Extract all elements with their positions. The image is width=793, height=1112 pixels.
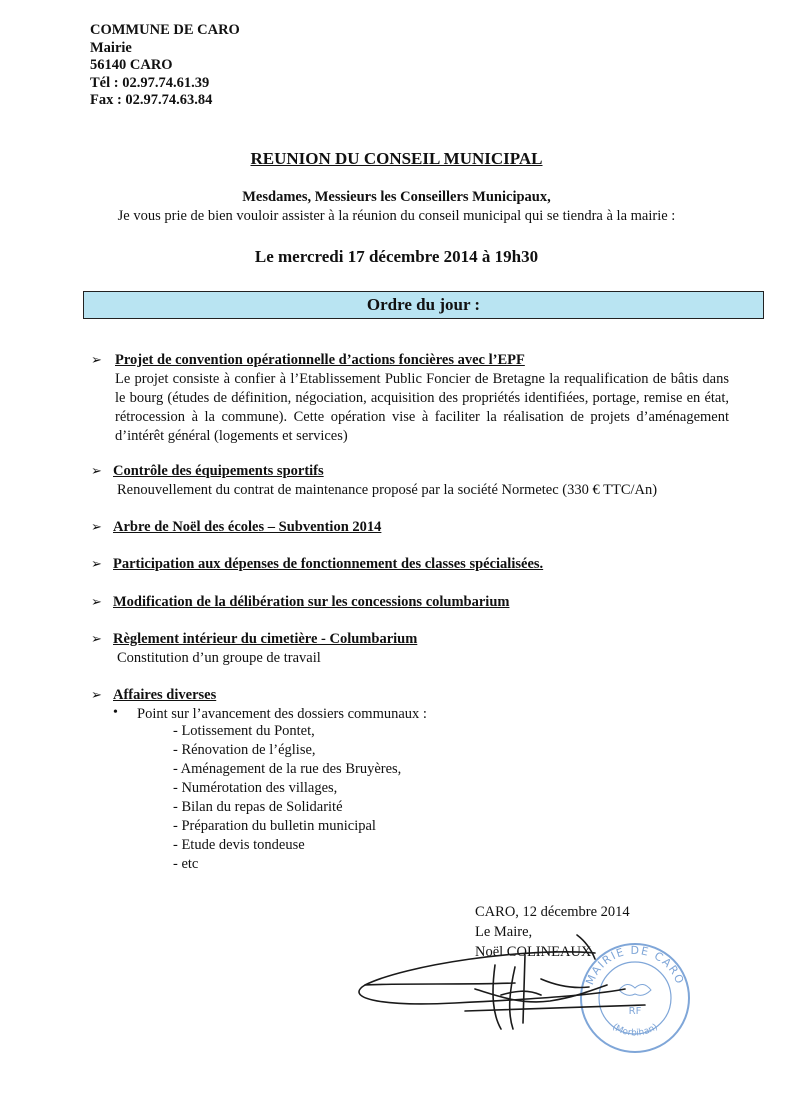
fax-number: Fax : 02.97.74.63.84 [90, 92, 213, 108]
agenda-item-title: Contrôle des équipements sportifs [113, 463, 324, 479]
arrow-bullet-icon: ➢ [91, 631, 102, 646]
agenda-item-title: Arbre de Noël des écoles – Subvention 2014 [113, 519, 382, 535]
signatory-name: Noël COLINEAUX [475, 944, 592, 960]
commune-name: COMMUNE DE CARO [90, 22, 240, 38]
stamp-top-text: MAIRIE DE CARO [583, 943, 687, 987]
agenda-item-title: Participation aux dépenses de fonctionnement des classes spécialisées. [113, 556, 544, 572]
sub-item: - Bilan du repas de Solidarité [173, 799, 343, 815]
mairie-label: Mairie [90, 39, 132, 56]
agenda-item-body: Constitution d’un groupe de travail [117, 650, 321, 666]
agenda-item-title: Modification de la délibération sur les concessions columbarium [113, 594, 510, 610]
sub-item: - etc [173, 856, 199, 872]
sub-item: - Numérotation des villages, [173, 780, 338, 796]
agenda-item-title: Affaires diverses [113, 687, 217, 703]
phone-number: Tél : 02.97.74.61.39 [90, 74, 210, 91]
handwritten-signature [345, 925, 675, 1035]
arrow-bullet-icon: ➢ [91, 463, 102, 478]
sub-item: - Préparation du bulletin municipal [173, 818, 376, 834]
place-date: CARO, 12 décembre 2014 [475, 904, 630, 920]
letterhead [90, 22, 240, 110]
agenda-heading-box [83, 291, 764, 319]
sub-heading: Point sur l’avancement des dossiers communaux : [137, 706, 427, 722]
agenda-item-title: Règlement intérieur du cimetière - Columbarium [113, 631, 418, 647]
stamp-bottom-text: (Morbihan) [610, 1022, 660, 1039]
page-title: REUNION DU CONSEIL MUNICIPAL [250, 149, 543, 168]
agenda-item-body: Renouvellement du contrat de maintenance proposé par la société Normetec (330 € TTC/An) [117, 482, 658, 498]
sub-item: - Rénovation de l’église, [173, 742, 316, 758]
salutation: Mesdames, Messieurs les Conseillers Municipaux, [242, 189, 551, 205]
sub-item-list [173, 722, 401, 874]
arrow-bullet-icon: ➢ [91, 519, 102, 534]
sub-item: - Etude devis tondeuse [173, 837, 305, 853]
signatory-role: Le Maire, [475, 924, 533, 940]
arrow-bullet-icon: ➢ [91, 556, 102, 571]
agenda-item-title: Projet de convention opérationnelle d’actions foncières avec l’EPF [115, 352, 525, 368]
meeting-date: Le mercredi 17 décembre 2014 à 19h30 [254, 247, 539, 266]
intro-text: Je vous prie de bien vouloir assister à la réunion du conseil municipal qui se tiendra à la mairie : [117, 208, 676, 224]
arrow-bullet-icon: ➢ [91, 352, 102, 367]
agenda-item-body: Le projet consiste à confier à l’Etablissement Public Foncier de Bretagne la requalification de bâtis dans le bourg (études de définition, négociation, acquisition des propriétés identifiées, portage, remise en état, rétrocession à la commune). Cette opération vise à faciliter la réalisation de projets d’aménagement d’intérêt général (logements et services) [115, 371, 729, 444]
bullet-dot-icon: • [113, 705, 118, 720]
arrow-bullet-icon: ➢ [91, 594, 102, 609]
sub-item: - Aménagement de la rue des Bruyères, [173, 761, 402, 777]
stamp-center-text: RF [628, 1006, 642, 1017]
agenda-heading: Ordre du jour : [366, 295, 481, 314]
postal-address: 56140 CARO [90, 57, 173, 73]
arrow-bullet-icon: ➢ [91, 687, 102, 702]
sub-item: - Lotissement du Pontet, [173, 723, 315, 739]
